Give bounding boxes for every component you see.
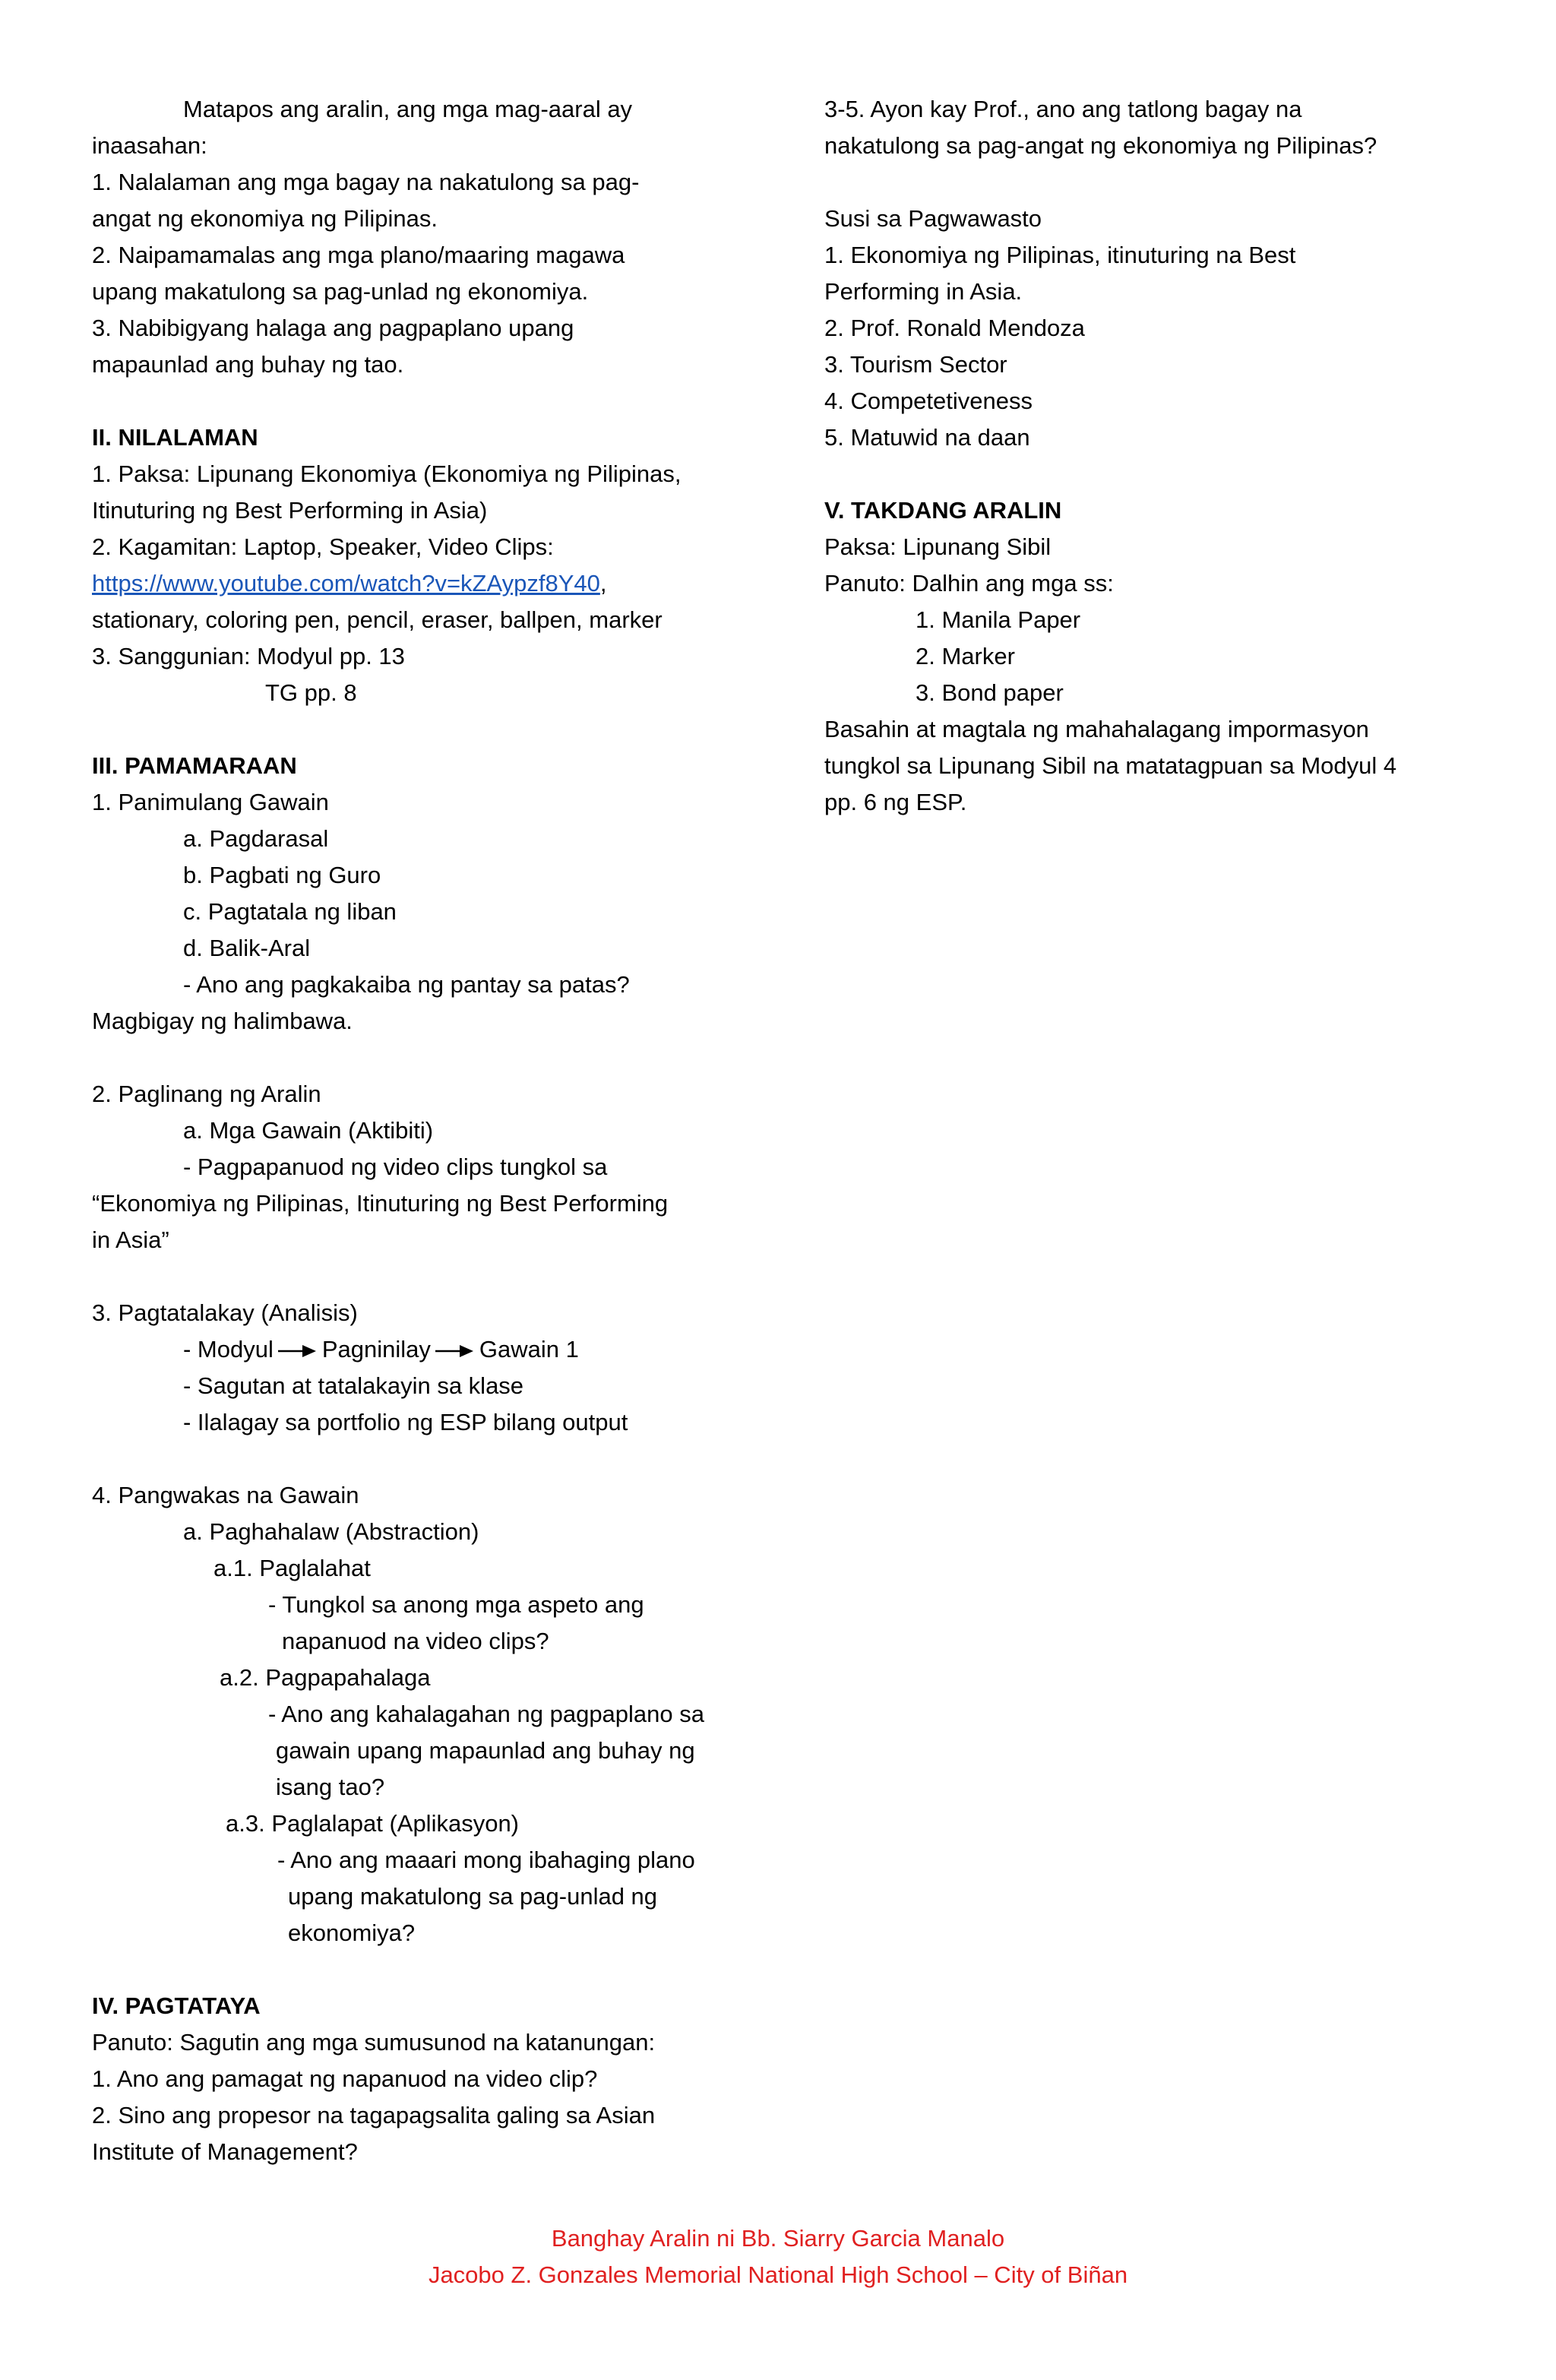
procedure-substep: a. Pagdarasal (183, 825, 329, 852)
procedure-step: 4. Pangwakas na Gawain (92, 1482, 359, 1508)
arrow-right-icon (435, 1343, 475, 1359)
procedure-substep: a. Paghahalaw (Abstraction) (183, 1518, 479, 1545)
procedure-note: “Ekonomiya ng Pilipinas, Itinuturing ng Best Performing (92, 1190, 669, 1217)
procedure-step: 1. Panimulang Gawain (92, 789, 329, 815)
procedure-note: - Sagutan at tatalakayin sa klase (183, 1372, 524, 1399)
section-heading-pamamaraan: III. PAMAMARAAN (92, 752, 297, 779)
answer-item: 1. Ekonomiya ng Pilipinas, itinuturing na Best (824, 242, 1296, 268)
section-heading-nilalaman: II. NILALAMAN (92, 424, 258, 451)
objective-1-cont: angat ng ekonomiya ng Pilipinas. (92, 205, 438, 232)
assignment-topic: Paksa: Lipunang Sibil (824, 533, 1052, 560)
left-column (92, 91, 745, 2170)
content-item: 2. Kagamitan: Laptop, Speaker, Video Clips: (92, 533, 554, 560)
procedure-substep: c. Pagtatala ng liban (183, 898, 397, 925)
material-item: 2. Marker (916, 643, 1015, 669)
procedure-question: gawain upang mapaunlad ang buhay ng (276, 1737, 695, 1764)
objective-3: 3. Nabibigyang halaga ang pagpaplano upang (92, 315, 574, 341)
intro-line: Matapos ang aralin, ang mga mag-aaral ay (183, 96, 633, 122)
procedure-note: - Ilalagay sa portfolio ng ESP bilang output (183, 1409, 628, 1435)
footer-author: Banghay Aralin ni Bb. Siarry Garcia Manalo (551, 2225, 1005, 2252)
footer-school: Jacobo Z. Gonzales Memorial National High School – City of Biñan (428, 2261, 1128, 2288)
objective-1: 1. Nalalaman ang mga bagay na nakatulong sa pag- (92, 169, 640, 195)
procedure-question: ekonomiya? (288, 1920, 416, 1946)
procedure-note: - Pagpapanuod ng video clips tungkol sa (183, 1154, 608, 1180)
procedure-note: in Asia” (92, 1226, 169, 1253)
arrow-right-icon (278, 1343, 318, 1359)
assessment-question: nakatulong sa pag-angat ng ekonomiya ng Pilipinas? (824, 132, 1377, 159)
procedure-question: upang makatulong sa pag-unlad ng (288, 1883, 658, 1910)
procedure-subitem: a.2. Pagpapahalaga (220, 1664, 431, 1691)
video-link[interactable]: https://www.youtube.com/watch?v=kZAypzf8Y40 (92, 570, 600, 597)
flow-line (92, 1331, 745, 1368)
objective-3-cont: mapaunlad ang buhay ng tao. (92, 351, 404, 378)
procedure-question: - Ano ang maaari mong ibahaging plano (277, 1847, 695, 1873)
content-item: 1. Paksa: Lipunang Ekonomiya (Ekonomiya ng Pilipinas, (92, 460, 682, 487)
procedure-substep: d. Balik-Aral (183, 935, 311, 961)
assignment-text: tungkol sa Lipunang Sibil na matatagpuan sa Modyul 4 (824, 752, 1397, 779)
procedure-question: Magbigay ng halimbawa. (92, 1008, 353, 1034)
procedure-question: napanuod na video clips? (282, 1628, 549, 1654)
answer-key-heading: Susi sa Pagwawasto (824, 205, 1042, 232)
intro-line: inaasahan: (92, 132, 207, 159)
answer-item: Performing in Asia. (824, 278, 1023, 305)
assignment-text: pp. 6 ng ESP. (824, 789, 967, 815)
procedure-question: - Tungkol sa anong mga aspeto ang (268, 1591, 644, 1618)
assessment-question: Institute of Management? (92, 2138, 358, 2165)
procedure-question: - Ano ang kahalagahan ng pagpaplano sa (268, 1701, 704, 1727)
content-item: 3. Sanggunian: Modyul pp. 13 (92, 643, 405, 669)
answer-item: 5. Matuwid na daan (824, 424, 1030, 451)
content-item: Itinuturing ng Best Performing in Asia) (92, 497, 488, 524)
procedure-substep: a. Mga Gawain (Aktibiti) (183, 1117, 434, 1144)
answer-item: 3. Tourism Sector (824, 351, 1007, 378)
assessment-question: 2. Sino ang propesor na tagapagsalita galing sa Asian (92, 2102, 656, 2128)
assignment-text: Basahin at magtala ng mahahalagang impormasyon (824, 716, 1369, 742)
assignment-instruction: Panuto: Dalhin ang mga ss: (824, 570, 1114, 597)
assessment-question: 1. Ano ang pamagat ng napanuod na video clip? (92, 2065, 598, 2092)
material-item: 1. Manila Paper (916, 606, 1081, 633)
procedure-step: 3. Pagtatalakay (Analisis) (92, 1299, 358, 1326)
content-item: TG pp. 8 (265, 679, 357, 706)
video-link-line (92, 565, 745, 602)
procedure-subitem: a.3. Paglalapat (Aplikasyon) (226, 1810, 520, 1837)
procedure-substep: b. Pagbati ng Guro (183, 862, 381, 888)
assessment-question: 3-5. Ayon kay Prof., ano ang tatlong bagay na (824, 96, 1302, 122)
link-comma: , (599, 570, 607, 597)
procedure-subitem: a.1. Paglalahat (213, 1555, 371, 1581)
flow-modyul: - Modyul (183, 1336, 274, 1362)
section-heading-takdang-aralin: V. TAKDANG ARALIN (824, 497, 1062, 524)
answer-item: 2. Prof. Ronald Mendoza (824, 315, 1085, 341)
procedure-question: isang tao? (276, 1774, 385, 1800)
objective-2-cont: upang makatulong sa pag-unlad ng ekonomiya. (92, 278, 589, 305)
flow-pagninilay: Pagninilay (321, 1336, 431, 1362)
right-column (824, 91, 1493, 821)
content-item: stationary, coloring pen, pencil, eraser, ballpen, marker (92, 606, 663, 633)
material-item: 3. Bond paper (916, 679, 1064, 706)
procedure-step: 2. Paglinang ng Aralin (92, 1081, 321, 1107)
answer-item: 4. Competetiveness (824, 388, 1033, 414)
assessment-instruction: Panuto: Sagutin ang mga sumusunod na katanungan: (92, 2029, 656, 2056)
objective-2: 2. Naipamamalas ang mga plano/maaring magawa (92, 242, 625, 268)
section-heading-pagtataya: IV. PAGTATAYA (92, 1992, 261, 2019)
flow-gawain: Gawain 1 (479, 1336, 579, 1362)
footer (0, 2220, 1556, 2293)
procedure-question: - Ano ang pagkakaiba ng pantay sa patas? (183, 971, 630, 998)
